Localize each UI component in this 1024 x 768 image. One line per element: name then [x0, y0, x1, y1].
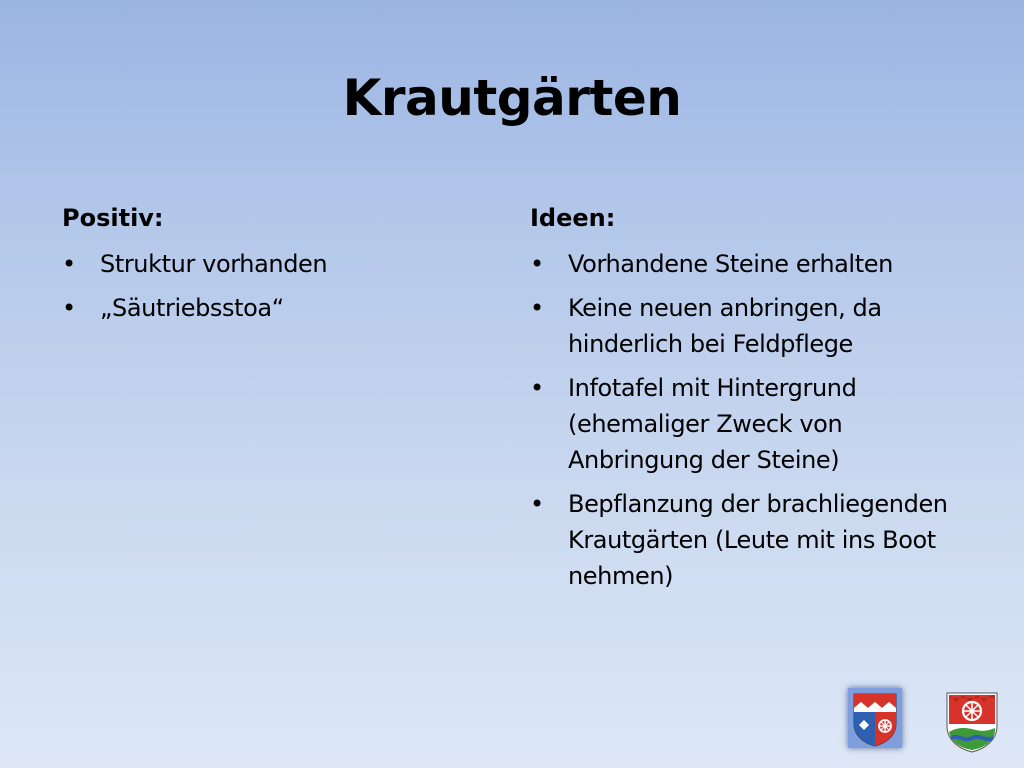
list-item [530, 370, 970, 478]
bullet-icon: • [530, 374, 544, 402]
list-item [530, 290, 970, 362]
list-item [530, 246, 970, 282]
coat-of-arms-icon [848, 688, 902, 748]
town-coat-of-arms-icon [944, 690, 1000, 754]
ideas-list [530, 246, 970, 594]
slide-title: Krautgärten [342, 69, 682, 127]
list-item [530, 486, 970, 594]
list-item [62, 246, 462, 282]
list-item-text: Vorhandene Steine erhalten [568, 250, 893, 278]
bullet-icon: • [530, 250, 544, 278]
bullet-icon: • [62, 250, 76, 278]
list-item-text: Bepflanzung der brachliegenden Krautgärten (Leute mit ins Boot nehmen) [568, 490, 948, 590]
bullet-icon: • [530, 490, 544, 518]
list-item-text: Keine neuen anbringen, da hinderlich bei Feldpflege [568, 294, 882, 358]
positive-heading: Positiv: [62, 204, 164, 232]
list-item-text: Infotafel mit Hintergrund (ehemaliger Zweck von Anbringung der Steine) [568, 374, 857, 474]
bullet-icon: • [62, 294, 76, 322]
list-item-text: Struktur vorhanden [100, 250, 328, 278]
ideas-heading: Ideen: [530, 204, 616, 232]
district-coat-of-arms-icon [848, 688, 902, 748]
positive-column [62, 196, 462, 334]
list-item-text: „Säutriebsstoa“ [100, 294, 284, 322]
list-item [62, 290, 462, 326]
ideas-column [530, 196, 970, 602]
bullet-icon: • [530, 294, 544, 322]
coat-of-arms-icon [944, 690, 1000, 754]
positive-list [62, 246, 462, 326]
